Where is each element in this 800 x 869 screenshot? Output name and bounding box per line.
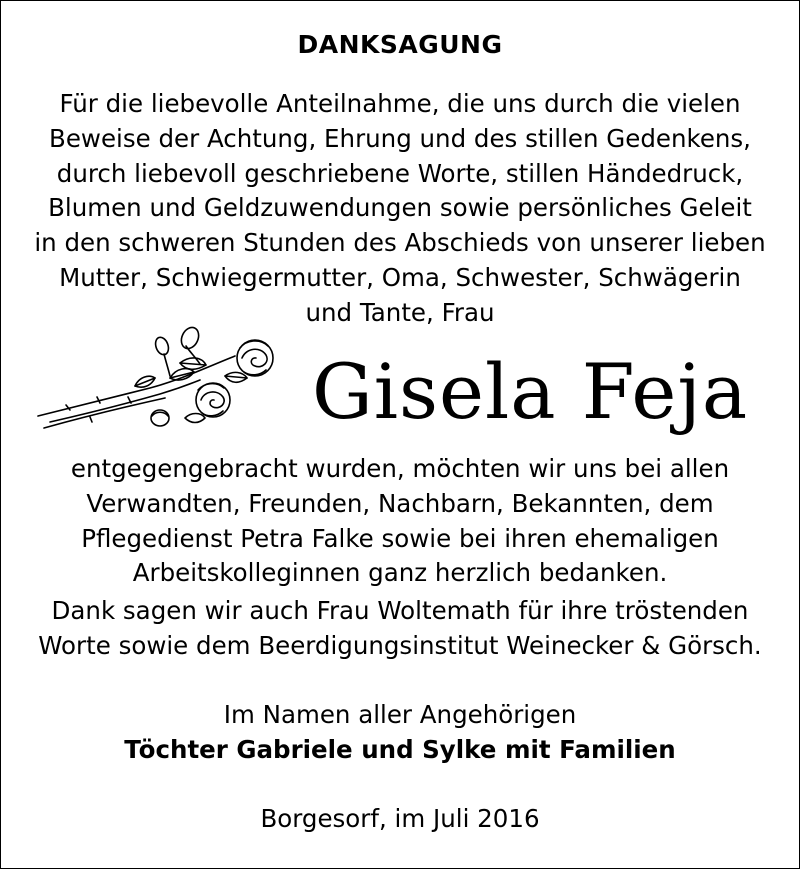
intro-line: Blumen und Geldzuwendungen sowie persönliches Geleit xyxy=(48,193,752,223)
roses-illustration-icon xyxy=(30,318,285,438)
intro-line: und Tante, Frau xyxy=(305,297,495,327)
intro-line: in den schweren Stunden des Abschieds von unserer lieben xyxy=(34,228,766,258)
notice-heading: DANKSAGUNG xyxy=(297,30,503,59)
thanks-line: entgegengebracht wurden, möchten wir uns bei allen xyxy=(70,454,730,483)
thanks-line: Verwandten, Freunden, Nachbarn, Bekannten, dem xyxy=(86,488,714,518)
intro-line: Für die liebevolle Anteilnahme, die uns durch die vielen xyxy=(59,89,741,118)
intro-line: Beweise der Achtung, Ehrung und des stillen Gedenkens, xyxy=(49,123,751,153)
intro-line: Mutter, Schwiegermutter, Oma, Schwester, Schwägerin xyxy=(59,262,741,292)
deceased-name: Gisela Feja xyxy=(312,347,749,436)
intro-line: durch liebevoll geschriebene Worte, stillen Händedruck, xyxy=(56,158,744,188)
extra-thanks-line: Worte sowie dem Beerdigungsinstitut Weinecker & Görsch. xyxy=(38,630,762,660)
signature-intro: Im Namen aller Angehörigen xyxy=(223,700,577,729)
signature-names: Töchter Gabriele und Sylke mit Familien xyxy=(124,735,676,764)
thanks-paragraph xyxy=(0,452,800,591)
thanks-line: Pflegedienst Petra Falke sowie bei ihren ehemaligen xyxy=(81,523,719,553)
thanks-line: Arbeitskolleginnen ganz herzlich bedanken. xyxy=(132,558,668,588)
extra-thanks-line: Dank sagen wir auch Frau Woltemath für ihre tröstenden xyxy=(51,596,749,625)
extra-thanks-paragraph xyxy=(0,594,800,664)
intro-paragraph xyxy=(0,87,800,331)
place-date: Borgesorf, im Juli 2016 xyxy=(260,804,540,833)
